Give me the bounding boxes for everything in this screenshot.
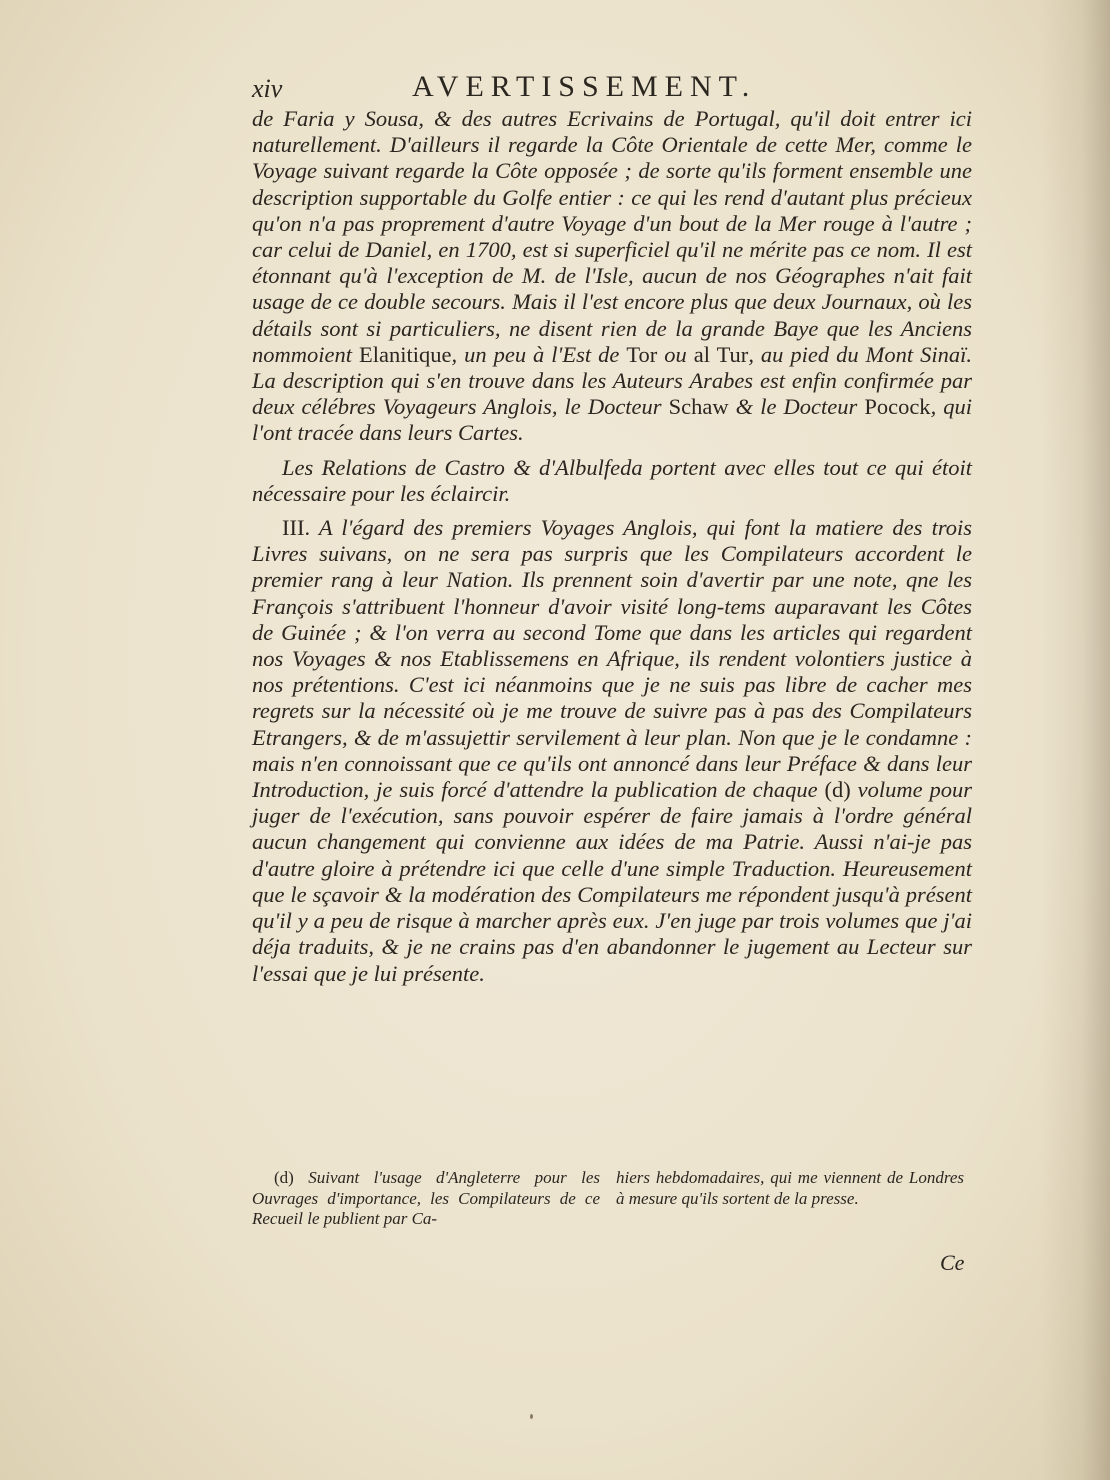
- italic-text-run: & le Docteur: [728, 394, 865, 420]
- footnote-left-column: [252, 1168, 600, 1230]
- italic-text-run: de Faria y Sousa, & des autres Ecrivains de Portugal, qu'il doit entrer ici naturellement. D'ailleurs il regarde la Côte Orientale de cette Mer, comme le Voyage suivant regarde la Côte opposée ; de sorte qu'ils forment ensemble une description supportable du Golfe entier : ce qui les rend d'autant plus précieux qu'on n'a pas proprement d'autre Voyage d'un bout de la Mer rouge à l'autre ; car celui de Daniel, en 1700, est si superficiel qu'il ne mérite pas ce nom. Il est étonnant qu'à l'exception de M. de l'Isle, aucun de nos Géographes n'ait fait usage de ce double secours. Mais il l'est encore plus que deux Journaux, où les détails sont si particuliers, ne disent rien de la grande Baye que les Anciens nommoient: [252, 106, 972, 367]
- italic-text-run: , qui l'ont tracée dans leurs Cartes.: [252, 394, 972, 446]
- roman-text-run: Tor: [626, 341, 658, 367]
- paragraph: [252, 106, 972, 447]
- italic-text-run: Les Relations de Castro & d'Albulfeda portent avec elles tout ce qui étoit nécessaire pour les éclaircir.: [252, 454, 972, 506]
- footnote-paragraph: [252, 1168, 600, 1230]
- italic-text-run: volume pour juger de l'exécution, sans pouvoir espérer de faire jamais à l'ordre général aucun changement qui convienne aux idées de ma Patrie. Aussi n'ai-je pas d'autre gloire à prétendre ici que celle d'une simple Traduction. Heureusement que le sçavoir & la modération des Compilateurs me répondent jusqu'à présent qu'il y a peu de risque à marcher après eux. J'en juge par trois volumes que j'ai déja traduits, & je ne crains pas d'en abandonner le jugement au Lecteur sur l'essai que je lui présente.: [252, 777, 973, 986]
- italic-text-run: A l'égard des premiers Voyages Anglois, qui font la matiere des trois Livres suivans, on ne sera pas surpris que les Compilateurs accordent le premier rang à leur Nation. Ils prennent soin d'avertir par une note, qne les François s'attribuent l'honneur d'avoir visité long-tems auparavant les Côtes de Guinée ; & l'on verra au second Tome que dans les articles qui regardent nos Voyages & nos Etablissemens en Afrique, ils rendent volontiers justice à nos prétentions. C'est ici néanmoins que je ne suis pas libre de cacher mes regrets sur la nécessité où je me trouve de suivre pas à pas des Compilateurs Etrangers, & de m'assujettir servilement à leur plan. Non que je le condamne : mais n'en connoissant que ce qu'ils ont annoncé dans leur Préface & dans leur Introduction, je suis forcé d'attendre la publication de chaque: [252, 515, 972, 803]
- page-number: xiv: [252, 74, 283, 103]
- paragraph: [252, 455, 972, 507]
- running-title: AVERTISSEMENT.: [412, 70, 757, 103]
- footnote-marker: (d): [274, 1168, 294, 1187]
- roman-text-run: (d): [824, 777, 851, 803]
- page-header: [252, 70, 832, 108]
- italic-text-run: , au pied du Mont Sinaï. La description qui s'en trouve dans les Auteurs Arabes est enfin confirmée par deux célébres Voyageurs Anglois, le Docteur: [252, 341, 973, 420]
- footnote-block: [252, 1168, 964, 1230]
- footnote-right-text: hiers hebdomadaires, qui me viennent de Londres à mesure qu'ils sortent de la presse.: [616, 1168, 964, 1208]
- paper-speck: [530, 1414, 533, 1419]
- italic-text-run: , un peu à l'Est de: [451, 341, 627, 367]
- page-gutter-shadow: [1040, 0, 1110, 1480]
- main-text: [252, 106, 972, 987]
- roman-text-run: Pocock: [864, 394, 931, 420]
- roman-text-run: Elanitique: [358, 341, 452, 367]
- footnote-left-text: Suivant l'usage d'Angleterre pour les Ouvrages d'importance, les Compilateurs de ce Recueil le publient par Ca-: [252, 1168, 600, 1228]
- roman-text-run: III.: [282, 515, 311, 541]
- catchword: Ce: [940, 1250, 965, 1275]
- roman-text-run: Schaw: [668, 394, 729, 420]
- paragraph: [252, 515, 972, 987]
- italic-text-run: ou: [657, 341, 694, 367]
- footnote-right-column: [616, 1168, 964, 1230]
- roman-text-run: al Tur: [693, 341, 749, 367]
